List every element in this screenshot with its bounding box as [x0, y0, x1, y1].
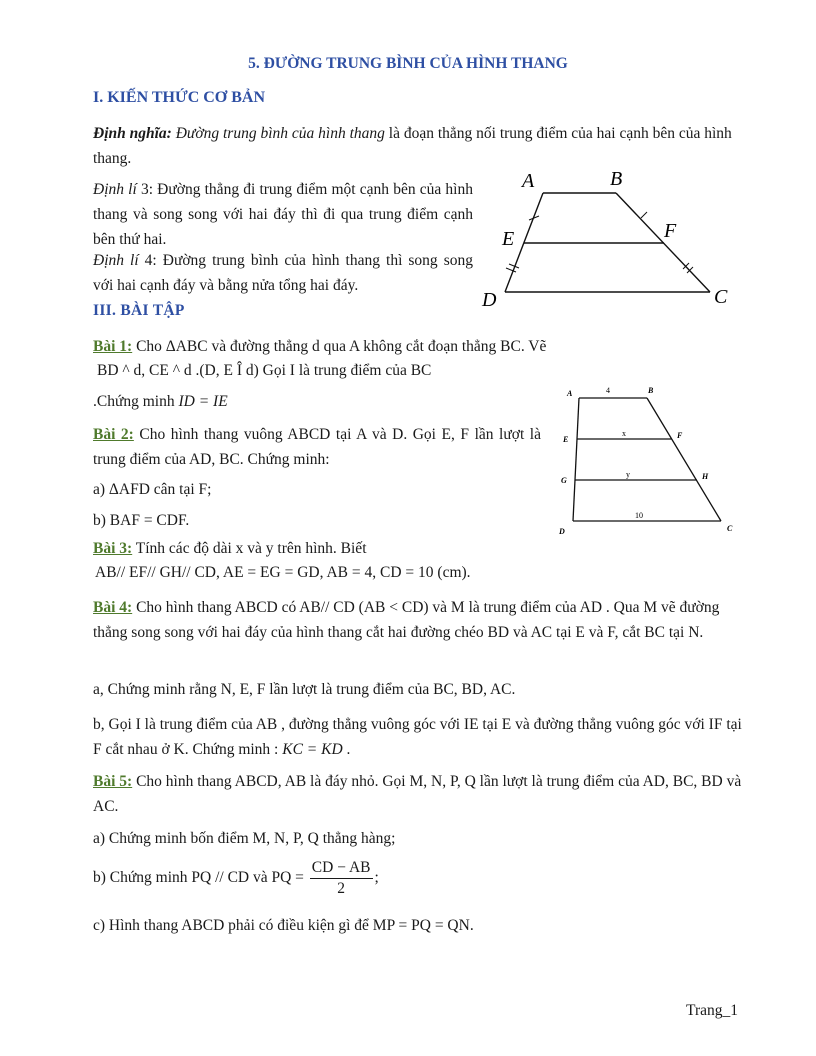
fig2-bottom-length: 10: [635, 511, 643, 520]
fig2-top-length: 4: [606, 386, 610, 395]
exercise-5-part-a: a) Chứng minh bốn điểm M, N, P, Q thẳng hàng;: [93, 830, 396, 847]
fraction-denominator: 2: [337, 880, 346, 897]
fig1-label-a: A: [522, 170, 535, 192]
exercise-4-intro: [93, 595, 743, 645]
exercise-3-text: Tính các độ dài x và y trên hình. Biết: [132, 540, 367, 557]
theorem-4: [93, 248, 473, 298]
exercise-4-part-b-equation: KC = KD: [282, 741, 343, 758]
exercise-5-text: Cho hình thang ABCD, AB là đáy nhỏ. Gọi M, N, P, Q lần lượt là trung điểm của AD, BC, BD và AC.: [93, 773, 742, 815]
theorem-3-label: Định lí: [93, 181, 137, 198]
fig1-label-d: D: [482, 289, 497, 311]
definition-label: Định nghĩa:: [93, 125, 172, 142]
exercise-1-text: Cho ΔABC và đường thẳng d qua A không cắt đoạn thẳng BC. Vẽ: [132, 338, 547, 355]
exercise-1-equation: ID = IE: [178, 393, 228, 410]
definition-text: là đoạn thẳng nối trung điểm của hai cạnh bên của hình thang.: [93, 125, 732, 167]
section-heading-exercises: III. BÀI TẬP: [93, 302, 185, 319]
trapezoid-figure-1: [478, 165, 748, 315]
exercise-4-part-a: a, Chứng minh rằng N, E, F lần lượt là trung điểm của BC, BD, AC.: [93, 681, 516, 698]
definition-paragraph: [93, 121, 743, 171]
fig2-y-label: y: [626, 470, 630, 479]
exercise-3-line-1: [93, 536, 367, 561]
exercise-5-part-b-text: b) Chứng minh PQ // CD và PQ =: [93, 869, 304, 887]
fig2-label-g: G: [561, 476, 567, 485]
fig1-label-f: F: [664, 220, 677, 242]
exercise-2-intro: [93, 422, 541, 472]
fig1-label-e: E: [502, 228, 515, 250]
fig2-label-d: D: [559, 527, 565, 536]
exercise-2-part-a: a) ΔAFD cân tại F;: [93, 481, 212, 498]
exercise-1-line-1: [93, 334, 743, 359]
page-number: Trang_1: [686, 1002, 738, 1019]
exercise-4-part-b-end: .: [342, 741, 351, 758]
exercise-5-label: Bài 5:: [93, 773, 133, 790]
exercise-1-line-3: [93, 389, 228, 414]
exercise-5-intro: [93, 769, 743, 819]
fig2-label-b: B: [648, 386, 654, 395]
exercise-2-text: Cho hình thang vuông ABCD tại A và D. Gọi E, F lần lượt là trung điểm của AD, BC. Chứng minh:: [93, 426, 541, 468]
fig1-label-b: B: [610, 168, 623, 190]
exercise-5-part-b: [93, 858, 379, 899]
fraction-numerator: CD − AB: [310, 858, 373, 879]
exercise-5-part-b-end: ;: [374, 869, 379, 887]
exercise-4-text: Cho hình thang ABCD có AB// CD (AB < CD) và M là trung điểm của AD . Qua M vẽ đường thẳng song song với hai đáy của hình thang cắt hai đường chéo BD và AC tại E và F, cắt BC tại N.: [93, 599, 720, 641]
theorem-4-label: Định lí: [93, 252, 139, 269]
theorem-3-text: 3: Đường thẳng đi trung điểm một cạnh bên của hình thang và song song với hai đáy thì đi qua trung điểm cạnh bên thứ hai.: [93, 181, 473, 248]
fig2-label-c: C: [727, 524, 733, 533]
exercise-4-part-b-text: b, Gọi I là trung điểm của AB , đường thẳng vuông góc với IE tại E và đường thẳng vuông góc với IF tại F cắt nhau ở K. Chứng minh :: [93, 716, 742, 758]
fig2-label-f: F: [677, 431, 683, 440]
exercise-5-part-c: c) Hình thang ABCD phải có điều kiện gì để MP = PQ = QN.: [93, 917, 474, 934]
section-heading-theory: I. KIẾN THỨC CƠ BẢN: [93, 89, 266, 106]
exercise-4-label: Bài 4:: [93, 599, 133, 616]
fig2-label-a: A: [567, 389, 573, 398]
exercise-1-prove: .Chứng minh: [93, 393, 179, 410]
trapezoid-figure-2: [555, 383, 745, 538]
fig2-label-e: E: [563, 435, 569, 444]
exercise-1-label: Bài 1:: [93, 338, 133, 355]
exercise-4-part-b: [93, 712, 743, 762]
fig1-label-c: C: [714, 286, 728, 308]
exercise-1-line-2: BD ^ d, CE ^ d .(D, E Î d) Gọi I là trung điểm của BC: [97, 362, 432, 379]
fig2-x-label: x: [622, 429, 626, 438]
fraction: [310, 858, 373, 899]
exercise-2-label: Bài 2:: [93, 426, 134, 443]
theorem-4-text: 4: Đường trung bình của hình thang thì song song với hai cạnh đáy và bằng nửa tổng hai đáy.: [93, 252, 473, 294]
theorem-3: [93, 177, 473, 252]
page-title: 5. ĐƯỜNG TRUNG BÌNH CỦA HÌNH THANG: [248, 55, 568, 72]
exercise-3-label: Bài 3:: [93, 540, 133, 557]
exercise-3-line-2: AB// EF// GH// CD, AE = EG = GD, AB = 4, CD = 10 (cm).: [95, 564, 471, 581]
fig2-label-h: H: [702, 472, 709, 481]
exercise-2-part-b: b) BAF = CDF.: [93, 512, 190, 529]
definition-term: Đường trung bình của hình thang: [175, 125, 385, 142]
